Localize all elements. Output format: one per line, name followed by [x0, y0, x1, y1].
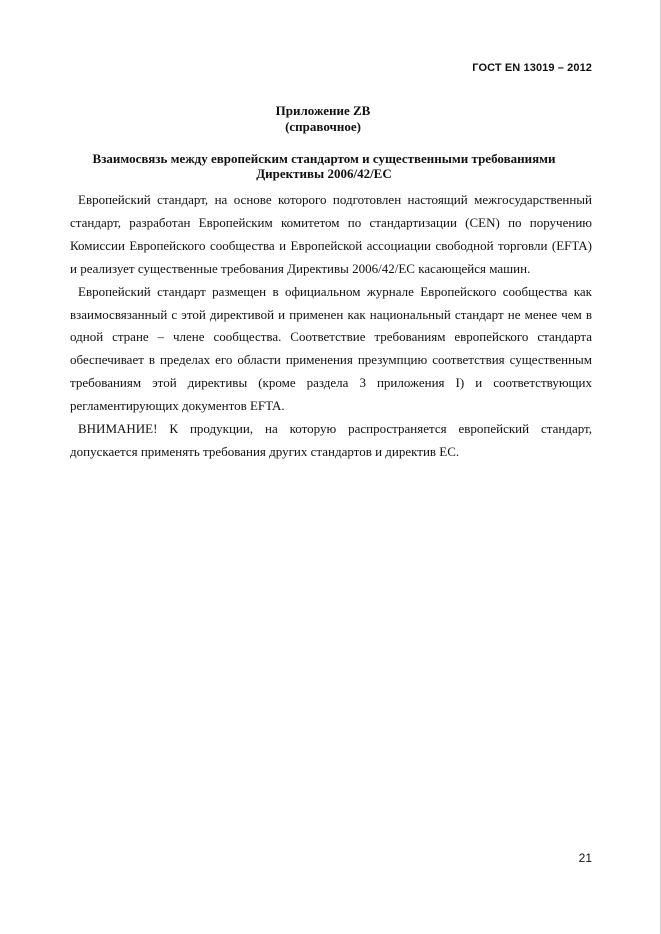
annex-status: (справочное): [285, 119, 361, 134]
paragraph-attention: ВНИМАНИЕ! К продукции, на которую распространяется европейский стандарт, допускается применять требования других стандартов и директив ЕС.: [70, 421, 592, 459]
annex-title: Приложение ZB: [275, 103, 371, 118]
section-title-line1: Взаимосвязь между европейским стандартом и существенными требованиями: [92, 151, 556, 166]
paragraph-standard-origin: Европейский стандарт, на основе которого подготовлен настоящий межгосударственный стандарт, разработан Европейским комитетом по стандартизации (CEN) по поручению Комиссии Европейского сообщества и Европейской ассоциации свободной торговли (EFTA) и реализует существенные требования Директивы 2006/42/ЕС касающейся машин.: [70, 192, 592, 276]
page-number: 21: [578, 851, 592, 865]
section-title-line2: Директивы 2006/42/ЕС: [256, 166, 392, 181]
annex-heading: [0, 103, 646, 135]
document-body: [70, 189, 592, 464]
standard-code-header: ГОСТ EN 13019 – 2012: [472, 62, 592, 74]
section-heading: [80, 151, 568, 181]
paragraph-publication: Европейский стандарт размещен в официальном журнале Европейского сообщества как взаимосвязанный с этой директивой и применен как национальный стандарт не менее чем в одной стране – члене сообщества. Соответствие требованиям европейского стандарта обеспечивает в пределах его области применения презумпцию соответствия существенным требованиям этой директивы (кроме раздела 3 приложения I) и соответствующих регламентирующих документов EFTA.: [70, 283, 592, 414]
